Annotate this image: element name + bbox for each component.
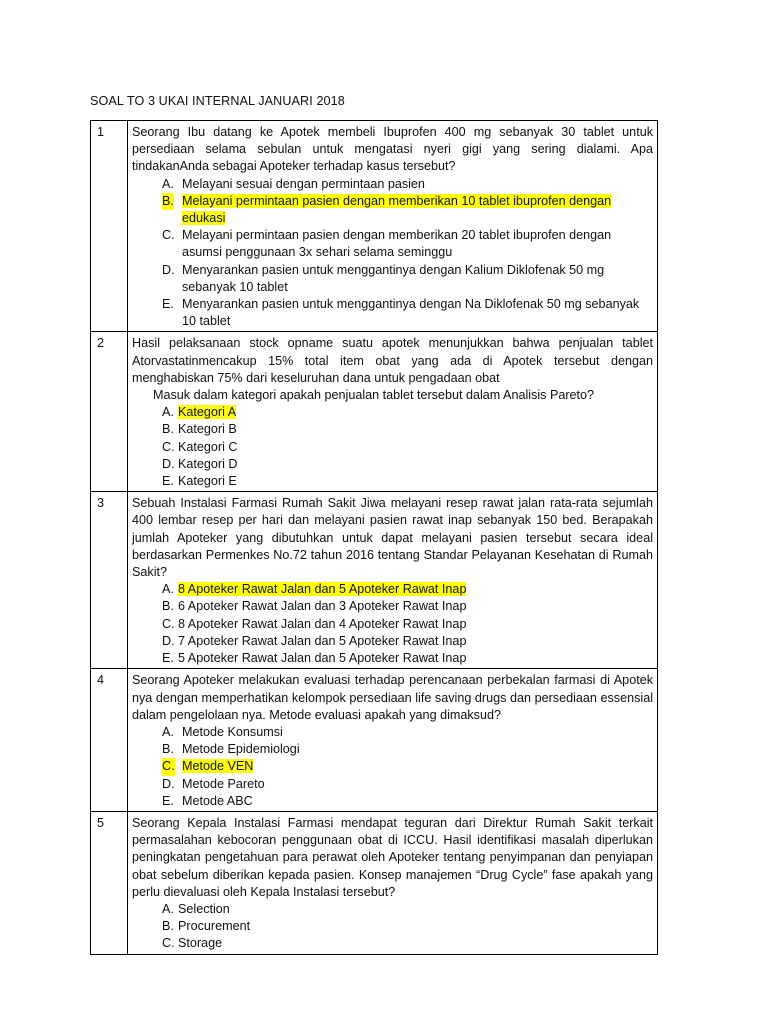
question-number: 4 [91, 669, 128, 812]
answer-options [132, 724, 653, 810]
answer-option [132, 935, 653, 952]
option-text: Metode Konsumsi [182, 724, 283, 739]
answer-option [132, 758, 653, 775]
answer-options [132, 581, 653, 667]
option-letter: E. [162, 474, 174, 489]
option-letter: E. [162, 793, 174, 808]
option-letter: C. [162, 758, 175, 775]
question-row [91, 332, 658, 492]
option-letter: B. [162, 422, 174, 437]
option-text-highlighted: Melayani permintaan pasien dengan memberikan 10 tablet ibuprofen dengan edukasi [182, 193, 612, 226]
option-text: Menyarankan pasien untuk menggantinya dengan Na Diklofenak 50 mg sebanyak 10 tablet [182, 297, 640, 329]
option-text: 8 Apoteker Rawat Jalan dan 4 Apoteker Rawat Inap [178, 616, 467, 631]
answer-option [132, 581, 653, 598]
answer-option [132, 227, 653, 261]
answer-option [132, 176, 653, 193]
option-text: Metode Pareto [182, 776, 265, 791]
question-number: 2 [91, 332, 128, 492]
question-stem: Sebuah Instalasi Farmasi Rumah Sakit Jiwa melayani resep rawat jalan rata-rata sejumlah 400 lembar resep per hari dan melayani pasien rawat inap sebanyak 150 bed. Berapakah jumlah Apoteker yang dibutuhkan untuk dapat melayani pasien tersebut secara ideal berdasarkan Permenkes No.72 tahun 2016 tentang Standar Pelayanan Kesehatan di Rumah Sakit? [132, 496, 653, 580]
answer-option [132, 616, 653, 633]
answer-option [132, 598, 653, 615]
answer-options [132, 901, 653, 953]
question-content [128, 121, 658, 332]
option-letter: C. [162, 616, 175, 631]
option-text: Procurement [178, 919, 251, 934]
option-letter: C. [162, 439, 175, 454]
option-letter: D. [162, 776, 175, 791]
option-text: Kategori E [178, 474, 237, 489]
option-text: Kategori C [178, 439, 238, 454]
option-letter: B. [162, 742, 174, 757]
option-letter: D. [162, 633, 175, 648]
option-letter: C. [162, 228, 175, 243]
option-letter: E. [162, 297, 174, 312]
option-text: Metode ABC [182, 793, 253, 808]
question-stem: Seorang Apoteker melakukan evaluasi terhadap perencanaan perbekalan farmasi di Apotek nya dengan memperhatikan kelompok persediaan life saving drugs dan persediaan essensial dalam pengelolaan nya. Metode evaluasi apakah yang dimaksud? [132, 673, 653, 722]
option-letter: D. [162, 456, 175, 471]
option-text-highlighted: Metode VEN [182, 759, 254, 774]
option-letter: B. [162, 599, 174, 614]
option-letter: B. [162, 193, 174, 210]
option-text-highlighted: 8 Apoteker Rawat Jalan dan 5 Apoteker Rawat Inap [178, 582, 467, 597]
answer-option [132, 456, 653, 473]
answer-option [132, 473, 653, 490]
question-row [91, 492, 658, 669]
answer-option [132, 633, 653, 650]
question-content [128, 669, 658, 812]
option-text: Selection [178, 901, 230, 916]
answer-option [132, 776, 653, 793]
answer-options [132, 176, 653, 331]
answer-option [132, 793, 653, 810]
option-letter: A. [162, 724, 174, 739]
option-text: 6 Apoteker Rawat Jalan dan 3 Apoteker Rawat Inap [178, 599, 467, 614]
option-letter: A. [162, 405, 174, 420]
answer-option [132, 193, 653, 227]
option-text: Storage [178, 936, 223, 951]
answer-option [132, 421, 653, 438]
option-text: 7 Apoteker Rawat Jalan dan 5 Apoteker Rawat Inap [178, 633, 467, 648]
option-letter: A. [162, 176, 174, 191]
answer-option [132, 724, 653, 741]
question-content [128, 492, 658, 669]
option-text: Melayani sesuai dengan permintaan pasien [182, 176, 425, 191]
option-text: Melayani permintaan pasien dengan memberikan 20 tablet ibuprofen dengan asumsi penggunaan 3x sehari selama seminggu [182, 228, 612, 260]
question-row [91, 811, 658, 954]
option-letter: D. [162, 262, 175, 277]
option-text: Kategori B [178, 422, 237, 437]
question-stem-followup: Masuk dalam kategori apakah penjualan tablet tersebut dalam Analisis Pareto? [153, 388, 595, 403]
answer-option [132, 741, 653, 758]
option-text: Metode Epidemiologi [182, 742, 300, 757]
question-content [128, 332, 658, 492]
question-number: 1 [91, 121, 128, 332]
option-letter: C. [162, 936, 175, 951]
answer-option [132, 650, 653, 667]
document-title: SOAL TO 3 UKAI INTERNAL JANUARI 2018 [90, 94, 345, 108]
option-text-highlighted: Kategori A [178, 405, 237, 420]
answer-option [132, 262, 653, 296]
option-letter: A. [162, 582, 174, 597]
answer-option [132, 901, 653, 918]
option-letter: E. [162, 651, 174, 666]
answer-option [132, 296, 653, 330]
option-text: 5 Apoteker Rawat Jalan dan 5 Apoteker Rawat Inap [178, 651, 467, 666]
question-stem: Hasil pelaksanaan stock opname suatu apotek menunjukkan bahwa penjualan tablet Atorvastatinmencakup 15% total item obat yang ada di Apotek tersebut dengan menghabiskan 75% dari keseluruhan dana untuk pengadaan obat [132, 336, 653, 385]
question-stem: Seorang Kepala Instalasi Farmasi mendapat teguran dari Direktur Rumah Sakit terkait permasalahan kebocoran penggunaan obat di ICCU. Hasil identifikasi masalah diperlukan peningkatan pengetahuan para perawat oleh Apoteker tentang penyimpanan dan penyiapan obat sebelum diberikan kepada pasien. Konsep manajemen “Drug Cycle” fase apakah yang perlu dievaluasi oleh Kepala Instalasi tersebut? [132, 815, 653, 899]
question-row [91, 669, 658, 812]
question-number: 3 [91, 492, 128, 669]
option-text: Kategori D [178, 456, 238, 471]
answer-option [132, 439, 653, 456]
option-letter: A. [162, 901, 174, 916]
question-content [128, 811, 658, 954]
question-row [91, 121, 658, 332]
option-letter: B. [162, 919, 174, 934]
question-stem: Seorang Ibu datang ke Apotek membeli Ibuprofen 400 mg sebanyak 30 tablet untuk persediaan selama sebulan untuk mengatasi nyeri gigi yang sering dialami. Apa tindakanAnda sebagai Apoteker terhadap kasus tersebut? [132, 125, 653, 174]
option-text: Menyarankan pasien untuk menggantinya dengan Kalium Diklofenak 50 mg sebanyak 10 tablet [182, 262, 605, 294]
answer-option [132, 918, 653, 935]
answer-option [132, 404, 653, 421]
question-number: 5 [91, 811, 128, 954]
answer-options [132, 404, 653, 490]
question-table [90, 120, 658, 955]
